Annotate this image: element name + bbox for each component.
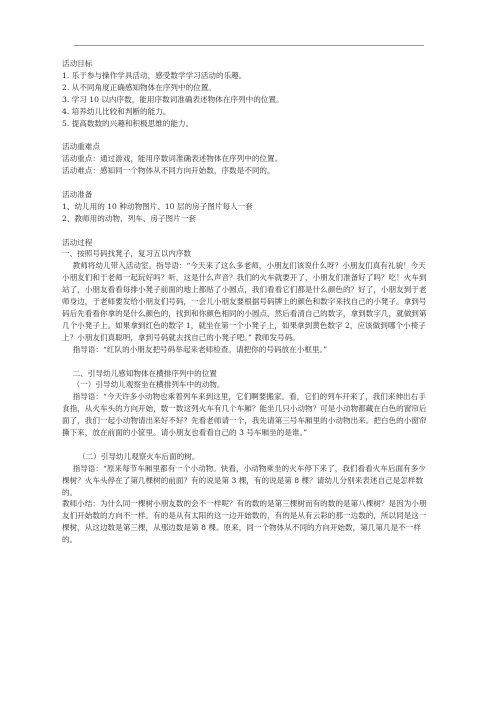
part2-heading: 二、引导幼儿感知物体在横排序列中的位置 — [72, 368, 217, 378]
preparation-title: 活动准备 — [62, 189, 93, 199]
spacer — [62, 356, 428, 368]
part2-sub2-summary: 教师小结：为什么同一棵树小朋友数的会不一样呢？有的数的是第三棵树而有的数的是第八棵树？是因为小朋友们开始数的方向不一样。有的是从有太阳的这一边开始数的，有的是从有云彩的那一边数的，所以同是这一棵树，从这边数是第三棵，从那边数是第 8 棵。原来，同一个物体从不同的方向开始数，第几第几是不一样的。 — [62, 499, 427, 545]
goal-item: 4. 培养幼儿比较和判断的能力。 — [62, 106, 171, 116]
key-point-focus: 活动重点：通过游戏，能用序数词准确表述物体在序列中的位置。 — [62, 154, 283, 164]
document-body — [62, 58, 428, 546]
goal-item: 1. 乐于参与操作学具活动，感受数学学习活动的乐趣。 — [62, 70, 247, 80]
spacer — [62, 225, 428, 237]
spacer — [62, 439, 428, 451]
part1-heading: 一、按照号码找凳子，复习五以内序数 — [62, 249, 192, 259]
key-points-title: 活动重难点 — [62, 142, 100, 152]
spacer — [62, 177, 428, 189]
part2-sub2-body: 指导语：“原来每节车厢里都有一个小动物。快看，小动物乘坐的火车停下来了，我们看看火车后面有多少棵树？火车头停在了第几棵树的前面？有的说是第 3 棵，有的说是第 8 棵？请幼儿分别来表述自己是怎样数的。 — [62, 463, 426, 497]
goal-item: 2. 从不同角度正确感知物体在序列中的位置。 — [62, 82, 216, 92]
part2-sub1-body: 指导语：“今天许多小动物也乘着列车来到这里，它们啊要搬家。看，它们的列车开来了，我们来伸出右手食指，从火车头的方向开始，数一数这列火车有几个车厢？能坐几只小动物？可是小动物都藏在白色的窗帘后面了，我们一起小动物请出来好不好？先看老师请一个，我先请第三号车厢里的小动物出来。把白色的小窗帘撕下来，放在前面的小筐里。请小朋友也看看自己的 3 号车厢坐的是谁。” — [62, 392, 427, 438]
part2-sub2-heading: （二）引导幼儿观察火车后面的树。 — [77, 451, 200, 461]
goal-item: 3. 学习 10 以内序数，能用序数词准确表述物体在序列中的位置。 — [62, 94, 284, 104]
process-title: 活动过程 — [62, 237, 93, 247]
goal-item: 5. 提高数数的兴趣和积极思维的能力。 — [62, 118, 194, 128]
key-point-difficulty: 活动难点：感知同一个物体从不同方向开始数，序数是不同的。 — [62, 166, 275, 176]
preparation-item: 1、幼儿用的 10 种动物图片、10 层的房子图片每人一套 — [62, 201, 253, 211]
spacer — [62, 129, 428, 141]
goals-title: 活动目标 — [62, 59, 93, 68]
part1-body: 教师将幼儿带入活动室。指导语：“今天来了这么多老师，小朋友们该说什么呀？小朋友们真有礼貌！今天小朋友们和于老师一起玩好吗？听，这是什么声音？我们的火车就要开了，小朋友们准备好了吗？吃！火车到站了，小朋友看看每排小凳子前面的地上都贴了小圆点，我们看看它们都是什么颜色的？好了，小朋友到于老师身边，于老师要发给小朋友们号码，一会儿小朋友要根据号码牌上的颜色和数字来找自己的小凳子。拿到号码后先看看你拿的是什么颜色的，找到和你颜色相同的小圆点，然后看清自己的数字，拿到数字几，就做到第几个小凳子上。如果拿到红色的数字 1，就坐在第一个小凳子上，如果拿到黄色数字 2，应该做到哪个小椅子上？小朋友们真聪明，拿到号码就去找自己的小凳子吧。” 教师发号码。 — [62, 261, 427, 342]
preparation-item: 2、教师用的动物、列车、房子图片一套 — [62, 213, 196, 223]
part2-sub1-heading: （一）引导幼儿观察坐在横排列车中的动物。 — [72, 380, 225, 390]
part1-end: 指导语：“红队的小朋友把号码举起来老师检查。请把你的号码放在小框里。” — [72, 344, 328, 354]
header-rule — [74, 45, 424, 46]
